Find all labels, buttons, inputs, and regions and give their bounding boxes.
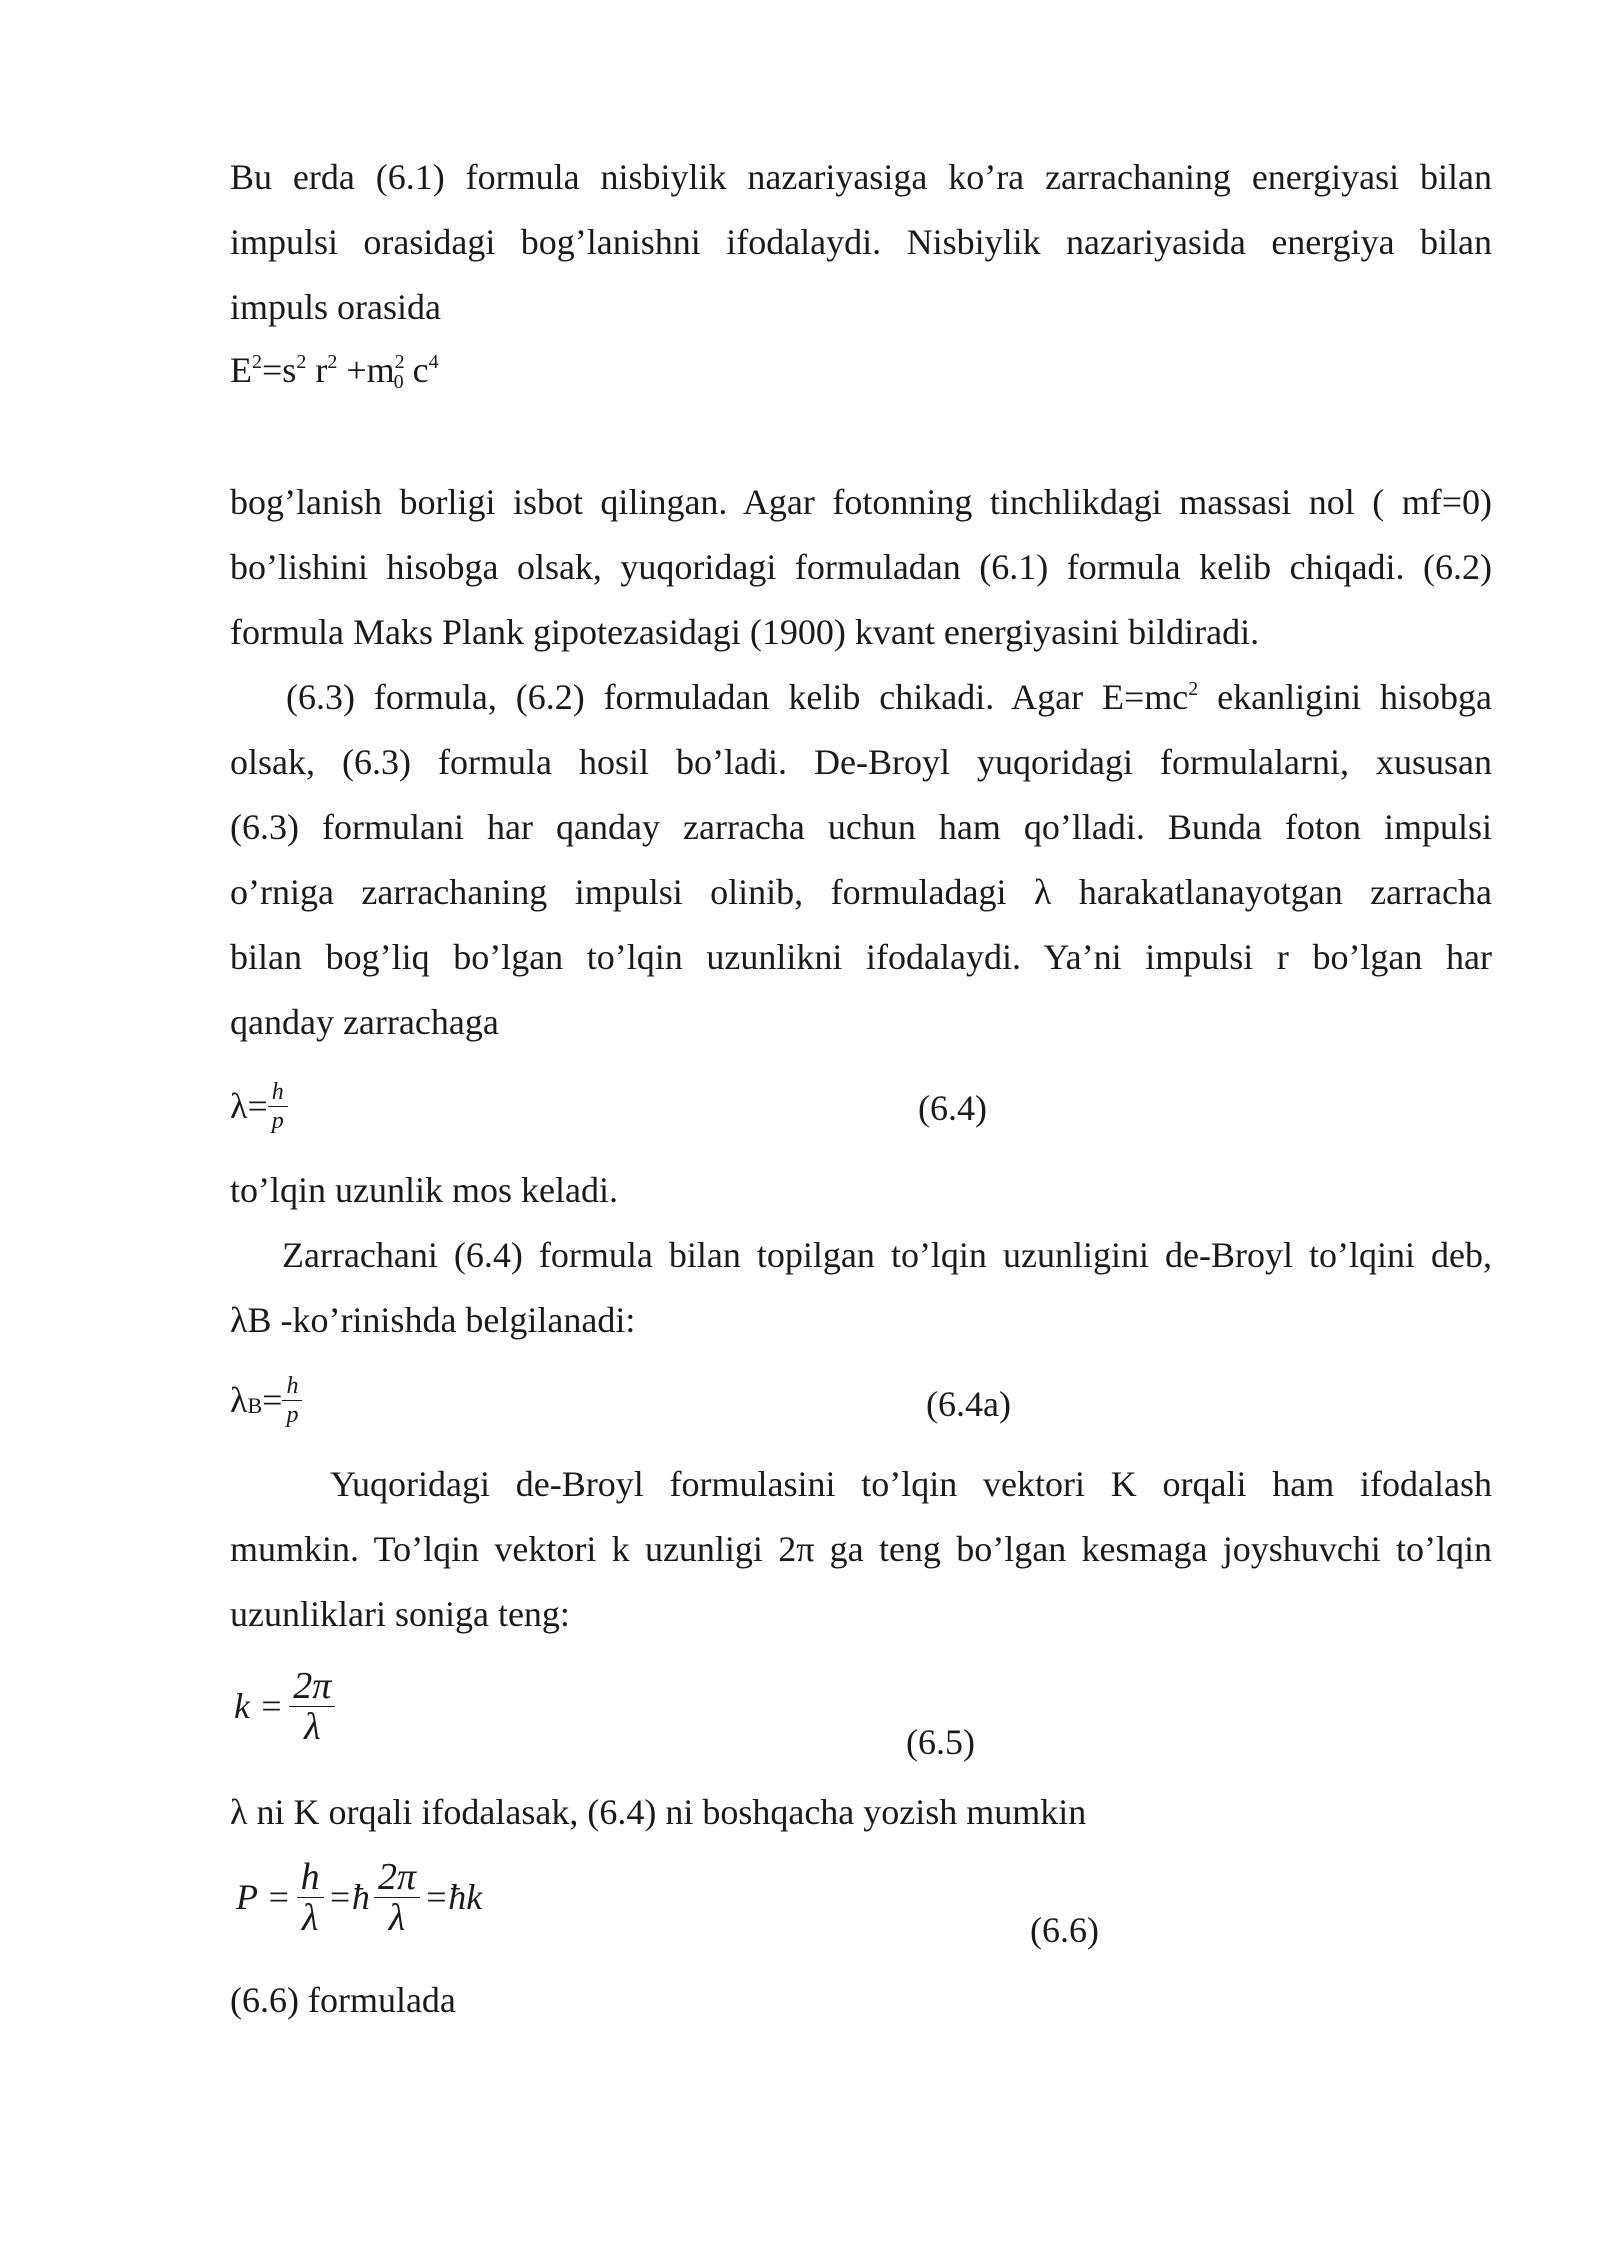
- text-line: qanday zarrachaga: [230, 1002, 499, 1042]
- text-line: λ ni K orqali ifodalasak, (6.4) ni boshqacha yozish mumkin: [230, 1792, 1087, 1832]
- eq-lhs: λ: [230, 1380, 248, 1420]
- text-line: Zarrachani (6.4) formula bilan topilgan to’lqin uzunligini de-Broyl to’lqini deb,: [282, 1235, 1492, 1275]
- numerator: 2π: [289, 1666, 335, 1707]
- text-line: (6.6) formulada: [230, 1980, 456, 2020]
- fraction: [282, 1372, 302, 1429]
- paragraph-after-6-4: [230, 1158, 1492, 1223]
- paragraph-last: [230, 1968, 1492, 2033]
- numerator: 2π: [374, 1857, 420, 1898]
- numerator: h: [297, 1857, 324, 1898]
- text-line: (6.3) formulani har qanday zarracha uchun ham qo’lladi. Bunda foton impulsi: [230, 807, 1492, 847]
- text-line: impuls orasida: [230, 287, 441, 327]
- eq-sub: 0: [393, 371, 404, 393]
- text-sup: 2: [1188, 678, 1199, 700]
- paragraph-3: [230, 665, 1492, 1055]
- denominator: λ: [388, 1896, 406, 1939]
- equation-6-4a: [230, 1362, 302, 1438]
- text-line: bog’lanish borligi isbot qilingan. Agar fotonning tinchlikdagi massasi nol ( mf=0): [230, 482, 1492, 522]
- paragraph-1: [230, 145, 1492, 340]
- fraction: [289, 1666, 335, 1747]
- eq-sup: 2: [327, 351, 338, 373]
- eq-sup: 2: [252, 351, 262, 373]
- denominator: p: [271, 1107, 284, 1134]
- eq-lhs: λ=: [230, 1086, 268, 1126]
- eq-sup: 2: [394, 351, 405, 373]
- eq-text: E: [230, 350, 252, 390]
- text-line: bo’lishini hisobga olsak, yuqoridagi formuladan (6.1) formula kelib chiqadi. (6.2): [230, 547, 1492, 587]
- text-line: bilan bog’liq bo’lgan to’lqin uzunlikni ifodalaydi. Ya’ni impulsi r bo’lgan har: [230, 937, 1492, 977]
- text-line: uzunliklari soniga teng:: [230, 1594, 570, 1634]
- equation-number: (6.6): [1030, 1910, 1099, 1950]
- equation-number: (6.4a): [926, 1384, 1011, 1424]
- paragraph-after-6-5: [230, 1780, 1492, 1845]
- text-line: λB -ko’rinishda belgilanadi:: [230, 1300, 636, 1340]
- text-line: [230, 665, 1492, 730]
- eq-rhs: =ħk: [423, 1877, 483, 1917]
- text-line: olsak, (6.3) formula hosil bo’ladi. De-Broyl yuqoridagi formulalarni, xususan: [230, 742, 1492, 782]
- denominator: λ: [304, 1705, 321, 1748]
- eq-text: =s: [262, 350, 297, 390]
- eq-text: c: [403, 350, 429, 390]
- text-line: o’rniga zarrachaning impulsi olinib, formuladagi λ harakatlanayotgan zarracha: [230, 872, 1492, 912]
- eq-text: +m: [337, 350, 395, 390]
- eq-sup: 2: [296, 351, 307, 373]
- eq-sup: 4: [428, 351, 439, 373]
- fraction: [268, 1078, 288, 1135]
- equation-6-6: [236, 1852, 482, 1942]
- text-line: Yuqoridagi de-Broyl formulasini to’lqin vektori K orqali ham ifodalash: [330, 1464, 1492, 1504]
- equation-6-5: [234, 1660, 335, 1752]
- text-line: Bu erda (6.1) formula nisbiylik nazariyasiga ko’ra zarrachaning energiyasi bilan: [230, 157, 1492, 197]
- text-span: (6.3) formula, (6.2) formuladan kelib chikadi. Agar E=mc: [286, 677, 1189, 717]
- eq-sub: B: [247, 1393, 263, 1418]
- eq-lhs: P =: [236, 1877, 291, 1917]
- paragraph-4: [230, 1223, 1492, 1353]
- numerator: h: [282, 1372, 302, 1401]
- eq-text: r: [306, 350, 328, 390]
- equation-6-4: [230, 1068, 288, 1144]
- eq-lhs: k =: [234, 1686, 284, 1726]
- fraction: [374, 1857, 420, 1938]
- numerator: h: [268, 1078, 288, 1107]
- equation-number: (6.5): [906, 1722, 975, 1762]
- text-line: formula Maks Plank gipotezasidagi (1900) kvant energiyasini bildiradi.: [230, 612, 1260, 652]
- eq-text: =ħ: [327, 1877, 370, 1917]
- text-span: ekanligini hisobga: [1198, 677, 1492, 717]
- text-line: impulsi orasidagi bog’lanishni ifodalaydi. Nisbiylik nazariyasida energiya bilan: [230, 222, 1492, 262]
- fraction: [297, 1857, 324, 1938]
- text-line: mumkin. To’lqin vektori k uzunligi 2π ga teng bo’lgan kesmaga joyshuvchi to’lqin: [230, 1529, 1492, 1569]
- equation-energy-momentum: [230, 348, 439, 392]
- denominator: λ: [301, 1896, 319, 1939]
- paragraph-5: [230, 1452, 1492, 1647]
- equation-number: (6.4): [918, 1088, 987, 1128]
- denominator: p: [286, 1401, 299, 1428]
- eq-text: =: [262, 1380, 283, 1420]
- paragraph-2: [230, 470, 1492, 665]
- text-line: to’lqin uzunlik mos keladi.: [230, 1170, 618, 1210]
